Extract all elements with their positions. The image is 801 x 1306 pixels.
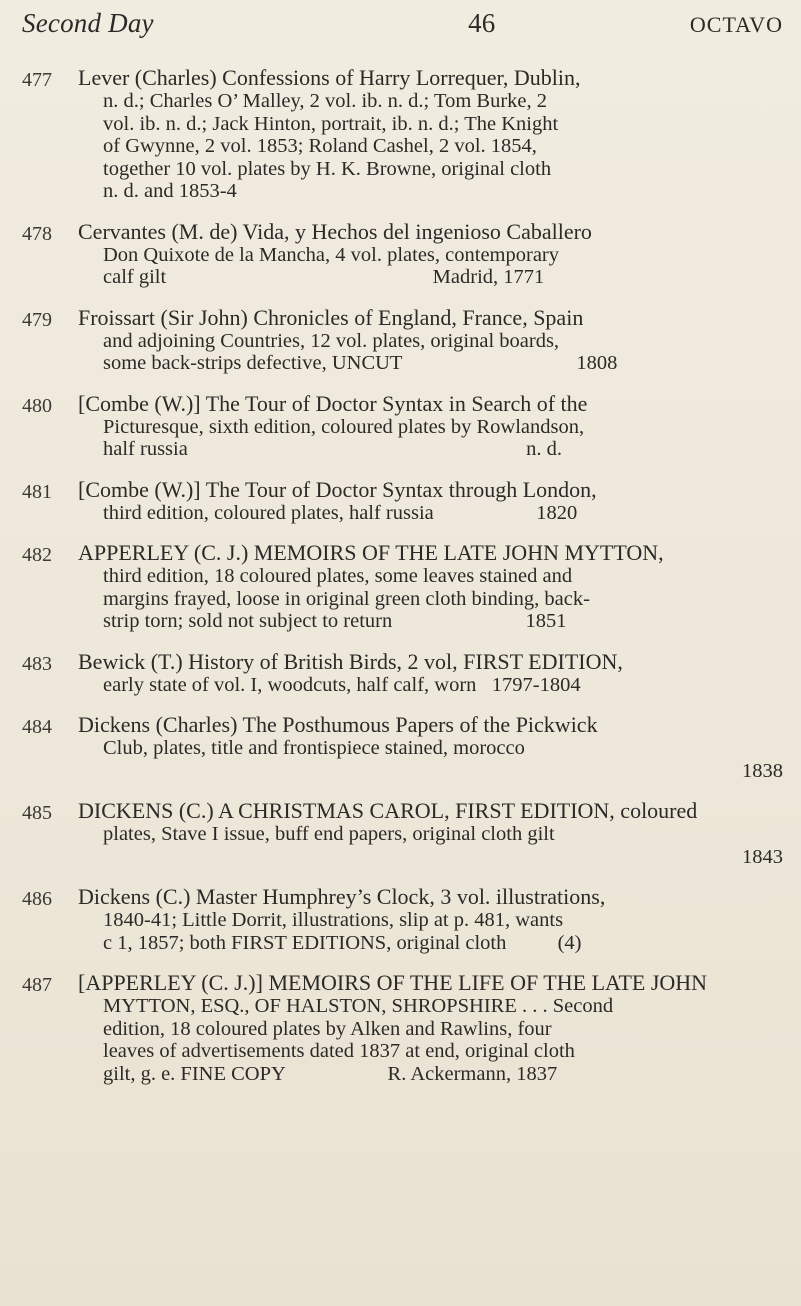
lot-entry: [22, 478, 783, 525]
lot-description-line: Cervantes (M. de) Vida, y Hechos del ingenioso Caballero: [78, 218, 592, 244]
lot-number: 484: [22, 716, 52, 738]
lot-description-line: vol. ib. n. d.; Jack Hinton, portrait, ib. n. d.; The Knight: [103, 112, 559, 135]
page-number: 46: [468, 8, 496, 38]
lot-description-line: n. d. and 1853-4: [103, 180, 237, 202]
lot-entry: [22, 220, 783, 289]
lot-description-line: DICKENS (C.) A CHRISTMAS CAROL, FIRST EDITION, coloured: [78, 798, 698, 823]
lot-description-line: [APPERLEY (C. J.)] MEMOIRS OF THE LIFE OF THE LATE JOHN: [78, 970, 708, 995]
lot-number: 483: [22, 652, 52, 675]
lot-entry: [22, 650, 783, 697]
running-head: [22, 8, 783, 48]
lot-entry: [22, 66, 783, 203]
lot-description-line: of Gwynne, 2 vol. 1853; Roland Cashel, 2 vol. 1854,: [103, 135, 537, 157]
lot-description: [78, 541, 783, 633]
lot-entry: [22, 799, 783, 868]
lot-entry: [22, 971, 783, 1085]
lot-imprint-line: some back-strips defective, UNCUT 1808: [103, 352, 618, 374]
lot-description-line: Dickens (C.) Master Humphrey’s Clock, 3 vol. illustrations,: [78, 884, 606, 909]
lot-description-line: margins frayed, loose in original green cloth binding, back-: [103, 587, 590, 610]
lot-description-line: Picturesque, sixth edition, coloured plates by Rowlandson,: [103, 415, 585, 438]
lot-description-line: leaves of advertisements dated 1837 at end, original cloth: [103, 1040, 575, 1062]
lot-entry: [22, 392, 783, 461]
lot-imprint-line: c 1, 1857; both FIRST EDITIONS, original cloth (4): [103, 931, 582, 954]
lot-description-line: Club, plates, title and frontispiece stained, morocco: [103, 737, 525, 759]
lot-description-line: Don Quixote de la Mancha, 4 vol. plates, contemporary: [103, 243, 559, 266]
lot-description: [78, 392, 783, 461]
lot-imprint-line: calf gilt Madrid, 1771: [103, 266, 545, 288]
lot-description-line: third edition, 18 coloured plates, some leaves stained and: [103, 565, 573, 587]
lot-imprint-line: third edition, coloured plates, half russia 1820: [103, 501, 578, 524]
lot-description: [78, 713, 783, 782]
lot-entry: [22, 306, 783, 375]
running-head-right: OCTAVO: [689, 12, 783, 37]
lot-description: [78, 971, 783, 1085]
lot-description-line: [Combe (W.)] The Tour of Doctor Syntax through London,: [78, 476, 597, 502]
lot-number: 487: [22, 974, 52, 996]
lot-description: [78, 66, 783, 203]
lot-description-line: Bewick (T.) History of British Birds, 2 vol, FIRST EDITION,: [78, 648, 623, 674]
lot-description-line: APPERLEY (C. J.) MEMOIRS OF THE LATE JOHN MYTTON,: [78, 540, 664, 565]
lot-description: [78, 306, 783, 375]
lot-description-line: Lever (Charles) Confessions of Harry Lorrequer, Dublin,: [78, 65, 581, 90]
lot-description-line: MYTTON, ESQ., OF HALSTON, SHROPSHIRE . . . Second: [103, 995, 614, 1017]
lot-number: 480: [22, 394, 52, 417]
lot-entry: [22, 885, 783, 954]
lot-description-line: [Combe (W.)] The Tour of Doctor Syntax in Search of the: [78, 390, 588, 416]
lot-description: [78, 799, 783, 868]
lot-entry: [22, 541, 783, 633]
lot-description: [78, 885, 783, 954]
lot-number: 477: [22, 69, 52, 91]
lot-entry: [22, 713, 783, 782]
lot-number: 482: [22, 544, 52, 566]
lot-description-line: n. d.; Charles O’ Malley, 2 vol. ib. n. d.; Tom Burke, 2: [103, 90, 548, 112]
lot-imprint-line: half russia n. d.: [103, 438, 562, 460]
lot-description-line: Dickens (Charles) The Posthumous Papers of the Pickwick: [78, 712, 598, 737]
lot-number: 479: [22, 308, 52, 331]
lot-number: 486: [22, 888, 52, 910]
lot-description: [78, 478, 783, 525]
lot-description: [78, 220, 783, 289]
lot-description-line: and adjoining Countries, 12 vol. plates, original boards,: [103, 329, 560, 352]
lot-number: 478: [22, 222, 52, 245]
lot-description-line: 1840-41; Little Dorrit, illustrations, slip at p. 481, wants: [103, 909, 564, 931]
lot-description-line: together 10 vol. plates by H. K. Browne, original cloth: [103, 157, 552, 180]
lot-imprint-line: 1838: [742, 759, 783, 782]
lot-number: 481: [22, 480, 52, 503]
lot-imprint-line: gilt, g. e. FINE COPY R. Ackermann, 1837: [103, 1062, 558, 1085]
lot-list: [22, 66, 783, 1085]
running-head-left: Second Day: [22, 8, 154, 38]
lot-description-line: edition, 18 coloured plates by Alken and Rawlins, four: [103, 1017, 552, 1040]
lot-imprint-line: 1843: [742, 845, 783, 868]
lot-description-line: Froissart (Sir John) Chronicles of England, France, Spain: [78, 304, 584, 330]
lot-imprint-line: strip torn; sold not subject to return 1851: [103, 610, 567, 632]
lot-number: 485: [22, 802, 52, 824]
lot-description-line: plates, Stave I issue, buff end papers, original cloth gilt: [103, 823, 555, 845]
lot-description: [78, 650, 783, 697]
lot-imprint-line: early state of vol. I, woodcuts, half calf, worn 1797-1804: [103, 673, 581, 696]
